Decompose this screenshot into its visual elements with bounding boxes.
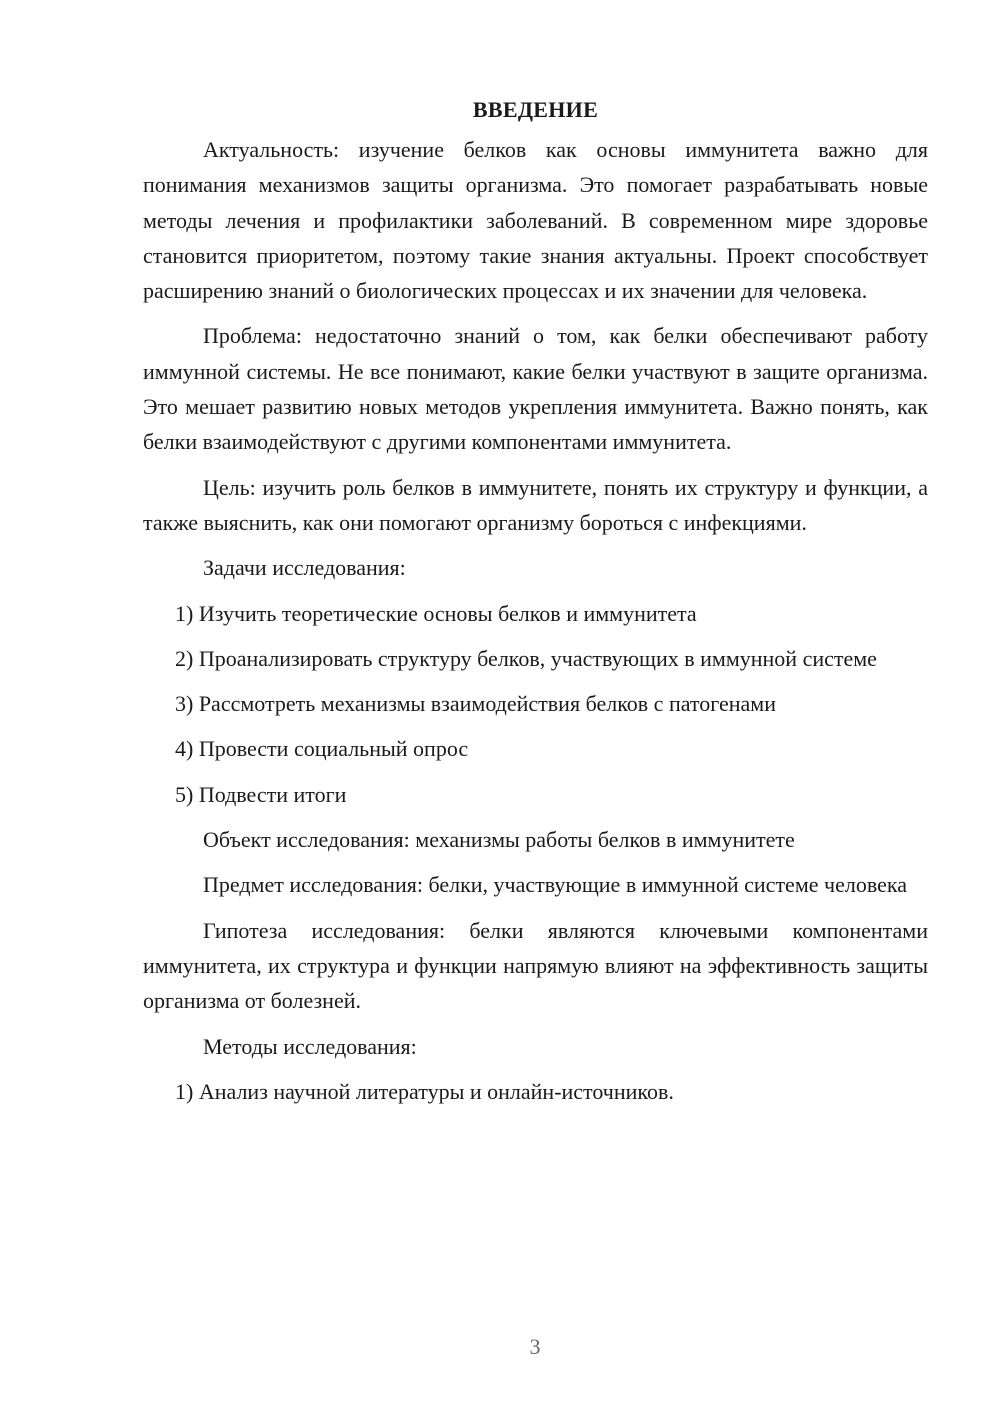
- paragraph-subject: Предмет исследования: белки, участвующие в иммунной системе человека: [203, 872, 907, 898]
- list-item-task-1: 1) Изучить теоретические основы белков и иммунитета: [175, 600, 697, 626]
- list-item-task-2: 2) Проанализировать структуру белков, участвующих в иммунной системе: [175, 645, 877, 671]
- paragraph-hypothesis: Гипотеза исследования: белки являются ключевыми компонентами иммунитета, их структура и функции напрямую влияют на эффективность защиты организма от болезней.: [143, 917, 928, 1014]
- section-heading: ВВЕДЕНИЕ: [472, 97, 599, 122]
- list-item-task-5: 5) Подвести итоги: [175, 781, 347, 807]
- list-item-task-3: 3) Рассмотреть механизмы взаимодействия белков с патогенами: [175, 691, 776, 717]
- paragraph-goal: Цель: изучить роль белков в иммунитете, понять их структуру и функции, а также выяснить, как они помогают организму бороться с инфекциями.: [143, 474, 928, 535]
- paragraph-relevance: Актуальность: изучение белков как основы иммунитета важно для понимания механизмов защиты организма. Это помогает разрабатывать новые методы лечения и профилактики заболеваний. В современном мире здоровье становится приоритетом, поэтому такие знания актуальны. Проект способствует расширению знаний о биологических процессах и их значении для человека.: [143, 137, 928, 304]
- document-page: [143, 92, 928, 1119]
- page-number: 3: [529, 1334, 541, 1359]
- list-item-task-4: 4) Провести социальный опрос: [175, 736, 469, 762]
- paragraph-tasks-heading: Задачи исследования:: [203, 555, 406, 581]
- paragraph-problem: Проблема: недостаточно знаний о том, как белки обеспечивают работу иммунной системы. Не все понимают, какие белки участвуют в защите организма. Это мешает развитию новых методов укрепления иммунитета. Важно понять, как белки взаимодействуют с другими компонентами иммунитета.: [143, 323, 928, 455]
- list-item-method-1: 1) Анализ научной литературы и онлайн-источников.: [175, 1078, 674, 1104]
- paragraph-object: Объект исследования: механизмы работы белков в иммунитете: [203, 827, 795, 853]
- paragraph-methods-heading: Методы исследования:: [203, 1033, 417, 1059]
